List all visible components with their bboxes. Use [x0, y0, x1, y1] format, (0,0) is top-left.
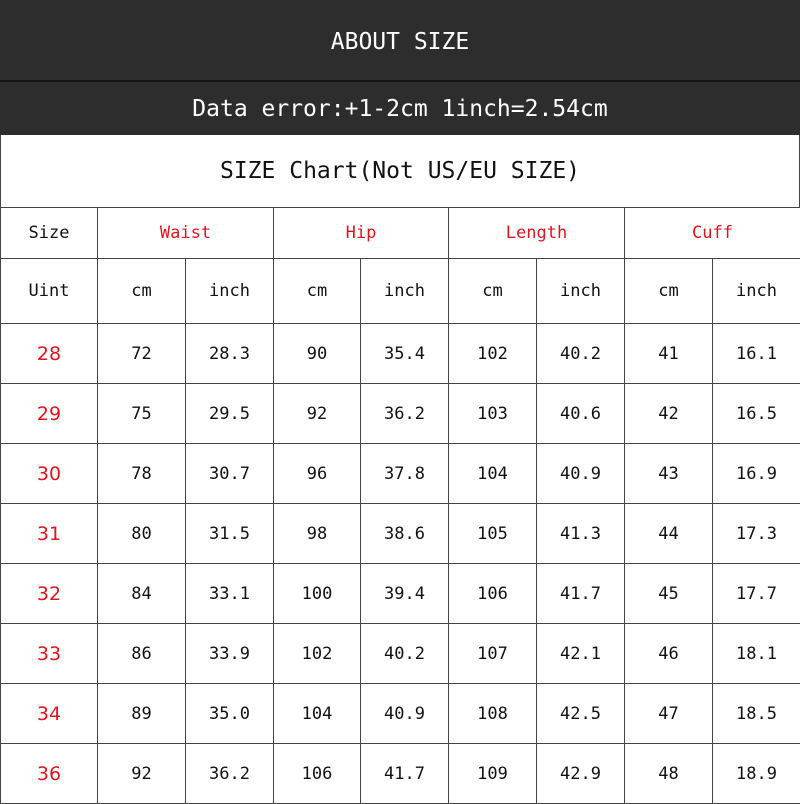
measurement-cell: 16.5 [713, 384, 800, 444]
size-cell: 36 [1, 744, 98, 804]
measurement-cell: 42.5 [537, 684, 625, 744]
measurement-cell: 105 [449, 504, 537, 564]
unit-label: cm [98, 259, 186, 324]
about-size-title: ABOUT SIZE [331, 29, 469, 55]
size-chart-title-bar [0, 135, 800, 207]
unit-label: inch [713, 259, 800, 324]
measurement-cell: 42 [625, 384, 713, 444]
measurement-cell: 35.0 [186, 684, 274, 744]
table-row [1, 384, 800, 444]
measurement-cell: 100 [274, 564, 361, 624]
measurement-cell: 42.9 [537, 744, 625, 804]
unit-header-row [1, 259, 800, 324]
measurement-cell: 37.8 [361, 444, 449, 504]
measurement-cell: 40.6 [537, 384, 625, 444]
unit-label: cm [449, 259, 537, 324]
measurement-cell: 39.4 [361, 564, 449, 624]
size-column-label: Size [1, 208, 98, 259]
table-row [1, 564, 800, 624]
measurement-cell: 43 [625, 444, 713, 504]
measurement-cell: 16.1 [713, 324, 800, 384]
group-header-row [1, 208, 800, 259]
measurement-cell: 33.1 [186, 564, 274, 624]
measurement-cell: 18.1 [713, 624, 800, 684]
measurement-cell: 109 [449, 744, 537, 804]
length-group-label: Length [449, 208, 625, 259]
cuff-group-label: Cuff [625, 208, 800, 259]
measurement-cell: 103 [449, 384, 537, 444]
table-row [1, 504, 800, 564]
measurement-cell: 48 [625, 744, 713, 804]
measurement-cell: 30.7 [186, 444, 274, 504]
size-cell: 30 [1, 444, 98, 504]
hip-group-label: Hip [274, 208, 449, 259]
data-error-banner [0, 80, 800, 135]
measurement-cell: 28.3 [186, 324, 274, 384]
measurement-cell: 102 [274, 624, 361, 684]
measurement-cell: 104 [274, 684, 361, 744]
table-row [1, 324, 800, 384]
measurement-cell: 41.7 [361, 744, 449, 804]
table-row [1, 624, 800, 684]
measurement-cell: 33.9 [186, 624, 274, 684]
size-cell: 28 [1, 324, 98, 384]
measurement-cell: 18.9 [713, 744, 800, 804]
measurement-cell: 41.3 [537, 504, 625, 564]
measurement-cell: 92 [98, 744, 186, 804]
measurement-cell: 80 [98, 504, 186, 564]
measurement-cell: 104 [449, 444, 537, 504]
unit-label: cm [625, 259, 713, 324]
measurement-cell: 90 [274, 324, 361, 384]
measurement-cell: 40.9 [537, 444, 625, 504]
waist-group-label: Waist [98, 208, 274, 259]
measurement-cell: 29.5 [186, 384, 274, 444]
unit-label: inch [186, 259, 274, 324]
measurement-cell: 40.2 [537, 324, 625, 384]
size-cell: 29 [1, 384, 98, 444]
measurement-cell: 31.5 [186, 504, 274, 564]
measurement-cell: 35.4 [361, 324, 449, 384]
measurement-cell: 45 [625, 564, 713, 624]
measurement-cell: 18.5 [713, 684, 800, 744]
measurement-cell: 42.1 [537, 624, 625, 684]
measurement-cell: 92 [274, 384, 361, 444]
measurement-cell: 106 [274, 744, 361, 804]
data-error-note: Data error:+1-2cm 1inch=2.54cm [192, 96, 607, 122]
measurement-cell: 17.7 [713, 564, 800, 624]
measurement-cell: 75 [98, 384, 186, 444]
measurement-cell: 78 [98, 444, 186, 504]
table-row [1, 444, 800, 504]
measurement-cell: 96 [274, 444, 361, 504]
measurement-cell: 47 [625, 684, 713, 744]
measurement-cell: 107 [449, 624, 537, 684]
measurement-cell: 41 [625, 324, 713, 384]
measurement-cell: 86 [98, 624, 186, 684]
measurement-cell: 44 [625, 504, 713, 564]
measurement-cell: 89 [98, 684, 186, 744]
unit-column-label: Uint [1, 259, 98, 324]
measurement-cell: 102 [449, 324, 537, 384]
unit-label: inch [537, 259, 625, 324]
measurement-cell: 108 [449, 684, 537, 744]
size-cell: 33 [1, 624, 98, 684]
size-cell: 31 [1, 504, 98, 564]
measurement-cell: 17.3 [713, 504, 800, 564]
measurement-cell: 84 [98, 564, 186, 624]
measurement-cell: 98 [274, 504, 361, 564]
table-row [1, 684, 800, 744]
unit-label: inch [361, 259, 449, 324]
measurement-cell: 106 [449, 564, 537, 624]
measurement-cell: 46 [625, 624, 713, 684]
size-cell: 34 [1, 684, 98, 744]
size-chart-title: SIZE Chart(Not US/EU SIZE) [220, 158, 580, 184]
measurement-cell: 36.2 [361, 384, 449, 444]
size-cell: 32 [1, 564, 98, 624]
unit-label: cm [274, 259, 361, 324]
table-row [1, 744, 800, 804]
measurement-cell: 41.7 [537, 564, 625, 624]
measurement-cell: 72 [98, 324, 186, 384]
about-size-banner [0, 0, 800, 80]
size-chart-table [0, 207, 800, 804]
measurement-cell: 36.2 [186, 744, 274, 804]
measurement-cell: 40.9 [361, 684, 449, 744]
size-chart-body [1, 208, 800, 804]
measurement-cell: 40.2 [361, 624, 449, 684]
measurement-cell: 38.6 [361, 504, 449, 564]
measurement-cell: 16.9 [713, 444, 800, 504]
